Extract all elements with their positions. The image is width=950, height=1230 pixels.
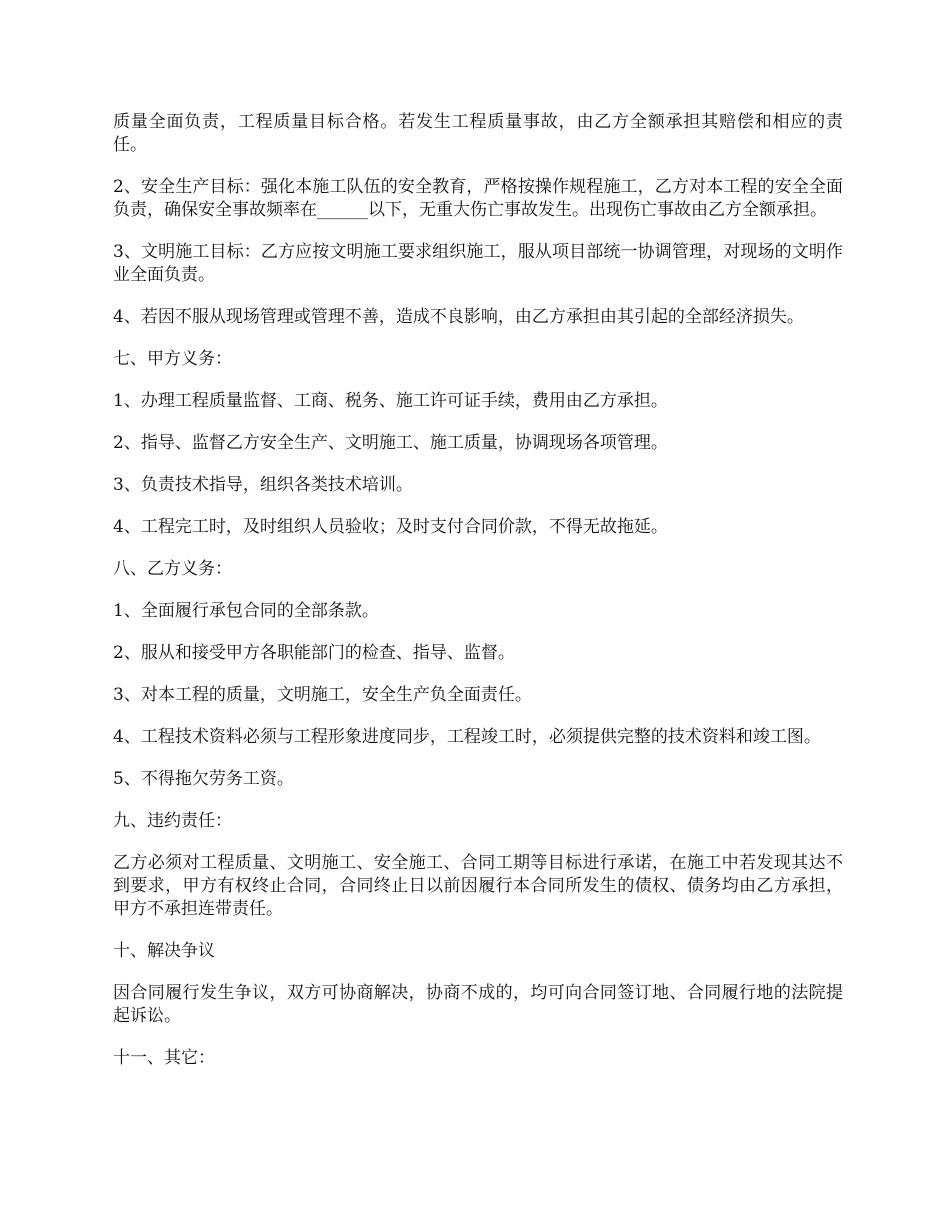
section-heading-other: 十一、其它： xyxy=(113,1048,215,1068)
section-heading-breach-liability: 九、违约责任： xyxy=(113,811,232,831)
party-b-duty-5: 5、不得拖欠劳务工资。 xyxy=(113,769,294,789)
party-a-duty-1: 1、办理工程质量监督、工商、税务、施工许可证手续，费用由乙方承担。 xyxy=(113,391,668,411)
section-heading-dispute-resolution: 十、解决争议 xyxy=(113,941,215,961)
party-b-duty-2: 2、服从和接受甲方各职能部门的检查、指导、监督。 xyxy=(113,643,515,663)
section-heading-party-b-duties: 八、乙方义务： xyxy=(113,559,232,579)
paragraph-breach-liability: 乙方必须对工程质量、文明施工、安全施工、合同工期等目标进行承诺，在施工中若发现其达不到要求，甲方有权终止合同，合同终止日以前因履行本合同所发生的债权、债务均由乙方承担，甲方不承担连带责任。 xyxy=(113,853,843,919)
party-a-duty-2: 2、指导、监督乙方安全生产、文明施工、施工质量，协调现场各项管理。 xyxy=(113,433,668,453)
paragraph-civilized-construction: 3、文明施工目标：乙方应按文明施工要求组织施工，服从项目部统一协调管理，对现场的文明作业全面负责。 xyxy=(113,242,843,285)
section-heading-party-a-duties: 七、甲方义务： xyxy=(113,349,232,369)
document-page xyxy=(113,111,843,1089)
paragraph-safety-target: 2、安全生产目标：强化本施工队伍的安全教育，严格按操作规程施工，乙方对本工程的安全全面负责，确保安全事故频率在______以下，无重大伤亡事故发生。出现伤亡事故由乙方全额承担。 xyxy=(113,177,843,220)
party-b-duty-3: 3、对本工程的质量，文明施工，安全生产负全面责任。 xyxy=(113,685,532,705)
paragraph-management-loss: 4、若因不服从现场管理或管理不善，造成不良影响，由乙方承担由其引起的全部经济损失。 xyxy=(113,307,804,327)
party-b-duty-4: 4、工程技术资料必须与工程形象进度同步，工程竣工时，必须提供完整的技术资料和竣工图。 xyxy=(113,727,821,747)
party-a-duty-4: 4、工程完工时，及时组织人员验收；及时支付合同价款，不得无故拖延。 xyxy=(113,517,668,537)
paragraph-dispute-resolution: 因合同履行发生争议，双方可协商解决，协商不成的，均可向合同签订地、合同履行地的法院提起诉讼。 xyxy=(113,983,843,1026)
party-a-duty-3: 3、负责技术指导，组织各类技术培训。 xyxy=(113,475,413,495)
party-b-duty-1: 1、全面履行承包合同的全部条款。 xyxy=(113,601,379,621)
paragraph-quality-liability: 质量全面负责，工程质量目标合格。若发生工程质量事故，由乙方全额承担其赔偿和相应的责任。 xyxy=(113,112,843,155)
